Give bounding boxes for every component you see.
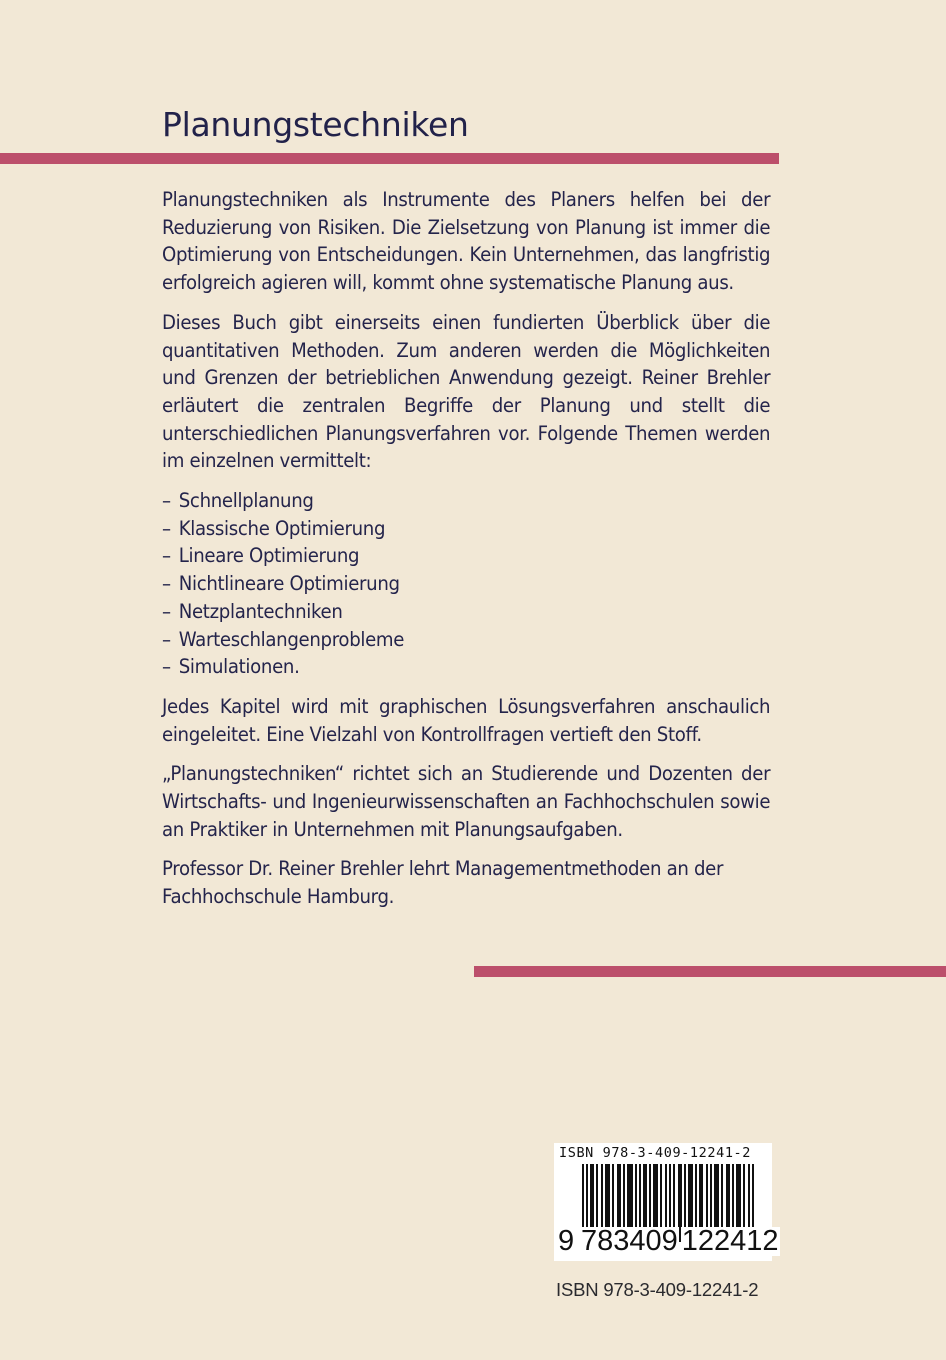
list-item: – Simulationen. [162,653,770,681]
blurb-paragraph-audience: „Planungstechniken“ richtet sich an Studierende und Dozenten der Wirtschafts- und Ingenieurwissenschaften an Fachhochschulen sowie an Praktiker in Unternehmen mit Planungsaufgaben. [162,762,771,841]
dash-bullet-icon: – [162,599,171,623]
list-item: – Nichtlineare Optimierung [162,570,770,598]
list-item: – Schnellplanung [162,487,770,515]
list-item: – Lineare Optimierung [162,542,770,570]
blurb-paragraph-chapters: Jedes Kapitel wird mit graphischen Lösungsverfahren anschaulich eingeleitet. Eine Vielzahl von Kontrollfragen vertieft den Stoff. [162,694,771,746]
book-title: Planungstechniken [162,105,469,144]
isbn-text: ISBN 978-3-409-12241-2 [556,1279,759,1300]
dash-bullet-icon: – [162,627,171,651]
barcode-isbn-label: ISBN 978-3-409-12241-2 [559,1145,752,1161]
bio-end-rule [474,966,946,977]
dash-bullet-icon: – [162,516,171,540]
blurb-paragraph-overview: Dieses Buch gibt einerseits einen fundierten Überblick über die quantitativen Methoden. Zum anderen werden die Möglichkeiten und Grenzen der betrieblichen Anwendung gezeigt. Reiner Brehler erläutert die zentralen Begriffe der Planung und stellt die unterschiedlichen Planungsverfahren vor. Folgende Themen werden im einzelnen vermittelt: [162,310,771,473]
dash-bullet-icon: – [162,489,171,513]
isbn-barcode [554,1143,779,1261]
dash-bullet-icon: – [162,572,171,596]
blurb-text [162,186,770,923]
blurb-paragraph-intro: Planungstechniken als Instrumente des Planers helfen bei der Reduzierung von Risiken. Die Zielsetzung von Planung ist immer die Optimierung von Entscheidungen. Kein Unternehmen, das langfristig erfolgreich agieren will, kommt ohne systematische Planung aus. [162,188,771,295]
author-bio: Professor Dr. Reiner Brehler lehrt Managementmethoden an der Fachhochschule Hamburg. [162,857,724,909]
title-underline-rule [0,153,779,164]
topics-list [162,487,770,681]
list-item: – Klassische Optimierung [162,515,770,543]
list-item: – Netzplantechniken [162,598,770,626]
barcode-digits: 9 783409 122412 [558,1225,779,1257]
list-item: – Warteschlangenprobleme [162,626,770,654]
dash-bullet-icon: – [162,655,171,679]
dash-bullet-icon: – [162,544,171,568]
